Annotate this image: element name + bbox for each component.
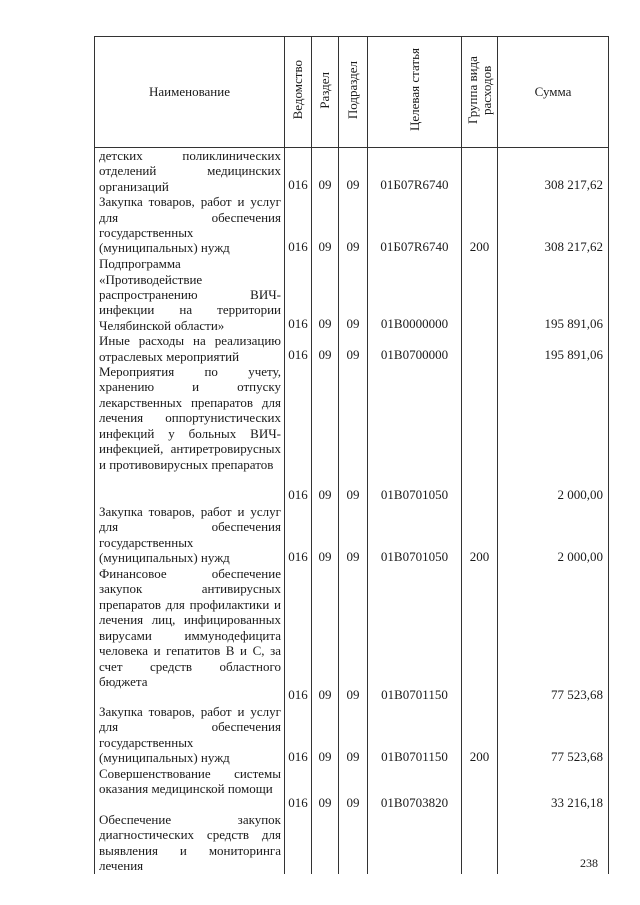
table-row <box>95 333 609 364</box>
row-dept-cell: 016 <box>285 148 312 195</box>
table-row <box>95 504 609 566</box>
header-sum: Сумма <box>498 37 609 148</box>
row-dept-cell: 016 <box>285 194 312 256</box>
table-row <box>95 766 609 812</box>
row-target-cell: 01Б07R6740 <box>368 148 462 195</box>
table-row <box>95 812 609 874</box>
row-target-cell: 01В0700000 <box>368 333 462 364</box>
row-name-cell: Финансовое обеспечение закупок антивирусных препаратов для профилактики и лечения лиц, инфицированных вирусами иммунодефицита человека и гепатитов В и С, за счет средств областного бюджета <box>95 566 285 704</box>
header-subsection: Подраздел <box>339 37 368 148</box>
row-sum-cell: 2 000,00 <box>498 364 609 504</box>
row-target-cell: 01В0701050 <box>368 504 462 566</box>
row-section-cell: 09 <box>312 256 339 333</box>
table-row <box>95 256 609 333</box>
row-group-cell: 200 <box>462 704 498 766</box>
row-sum-cell: 195 891,06 <box>498 256 609 333</box>
row-name-cell: детских поликлинических отделений медицинских организаций <box>95 148 285 195</box>
row-sum-cell: 77 523,68 <box>498 566 609 704</box>
row-dept-cell: 016 <box>285 504 312 566</box>
row-dept-cell: 016 <box>285 566 312 704</box>
row-dept-cell: 016 <box>285 766 312 812</box>
row-target-cell: 01В0701150 <box>368 704 462 766</box>
row-target-cell <box>368 812 462 874</box>
table-row <box>95 704 609 766</box>
row-subsection-cell <box>339 812 368 874</box>
row-sum-cell: 2 000,00 <box>498 504 609 566</box>
row-sum-cell: 195 891,06 <box>498 333 609 364</box>
table-row <box>95 364 609 504</box>
row-target-cell: 01В0703820 <box>368 766 462 812</box>
header-group: Группа вида расходов <box>462 37 498 148</box>
row-dept-cell: 016 <box>285 364 312 504</box>
row-subsection-cell: 09 <box>339 333 368 364</box>
row-section-cell: 09 <box>312 148 339 195</box>
row-name-cell: Совершенствование системы оказания медицинской помощи <box>95 766 285 812</box>
row-section-cell: 09 <box>312 704 339 766</box>
row-subsection-cell: 09 <box>339 148 368 195</box>
row-sum-cell: 308 217,62 <box>498 194 609 256</box>
row-group-cell: 200 <box>462 504 498 566</box>
row-name-cell: Мероприятия по учету, хранению и отпуску лекарственных препаратов для лечения оппортунистических инфекций у больных ВИЧ-инфекцией, антиретровирусных и противовирусных препаратов <box>95 364 285 504</box>
row-subsection-cell: 09 <box>339 194 368 256</box>
row-sum-cell: 33 216,18 <box>498 766 609 812</box>
row-group-cell <box>462 148 498 195</box>
row-subsection-cell: 09 <box>339 566 368 704</box>
row-group-cell <box>462 812 498 874</box>
row-name-cell: Обеспечение закупок диагностических средств для выявления и мониторинга лечения <box>95 812 285 874</box>
row-sum-cell: 77 523,68 <box>498 704 609 766</box>
row-group-cell <box>462 566 498 704</box>
row-section-cell: 09 <box>312 333 339 364</box>
row-target-cell: 01В0000000 <box>368 256 462 333</box>
table-row <box>95 148 609 195</box>
row-section-cell: 09 <box>312 504 339 566</box>
header-name: Наименование <box>95 37 285 148</box>
row-group-cell <box>462 766 498 812</box>
row-group-cell: 200 <box>462 194 498 256</box>
header-dept: Ведомство <box>285 37 312 148</box>
row-name-cell: Закупка товаров, работ и услуг для обеспечения государственных (муниципальных) нужд <box>95 194 285 256</box>
row-group-cell <box>462 364 498 504</box>
row-section-cell: 09 <box>312 194 339 256</box>
row-target-cell: 01В0701150 <box>368 566 462 704</box>
table-row <box>95 194 609 256</box>
table-row <box>95 566 609 704</box>
row-dept-cell: 016 <box>285 704 312 766</box>
row-target-cell: 01Б07R6740 <box>368 194 462 256</box>
row-group-cell <box>462 256 498 333</box>
row-name-cell: Иные расходы на реализацию отраслевых мероприятий <box>95 333 285 364</box>
row-subsection-cell: 09 <box>339 256 368 333</box>
table-header-row <box>95 37 609 148</box>
row-name-cell: Закупка товаров, работ и услуг для обеспечения государственных (муниципальных) нужд <box>95 704 285 766</box>
row-name-cell: Закупка товаров, работ и услуг для обеспечения государственных (муниципальных) нужд <box>95 504 285 566</box>
row-name-cell: Подпрограмма «Противодействие распространению ВИЧ-инфекции на территории Челябинской области» <box>95 256 285 333</box>
row-section-cell <box>312 812 339 874</box>
header-target: Целевая статья <box>368 37 462 148</box>
row-subsection-cell: 09 <box>339 704 368 766</box>
budget-table <box>94 36 609 874</box>
table-body <box>95 148 609 874</box>
row-section-cell: 09 <box>312 566 339 704</box>
row-dept-cell: 016 <box>285 256 312 333</box>
row-subsection-cell: 09 <box>339 364 368 504</box>
row-subsection-cell: 09 <box>339 504 368 566</box>
row-target-cell: 01В0701050 <box>368 364 462 504</box>
header-section: Раздел <box>312 37 339 148</box>
row-dept-cell: 016 <box>285 333 312 364</box>
row-sum-cell: 308 217,62 <box>498 148 609 195</box>
row-section-cell: 09 <box>312 364 339 504</box>
row-group-cell <box>462 333 498 364</box>
row-subsection-cell: 09 <box>339 766 368 812</box>
row-section-cell: 09 <box>312 766 339 812</box>
row-dept-cell <box>285 812 312 874</box>
page-number: 238 <box>580 856 598 870</box>
